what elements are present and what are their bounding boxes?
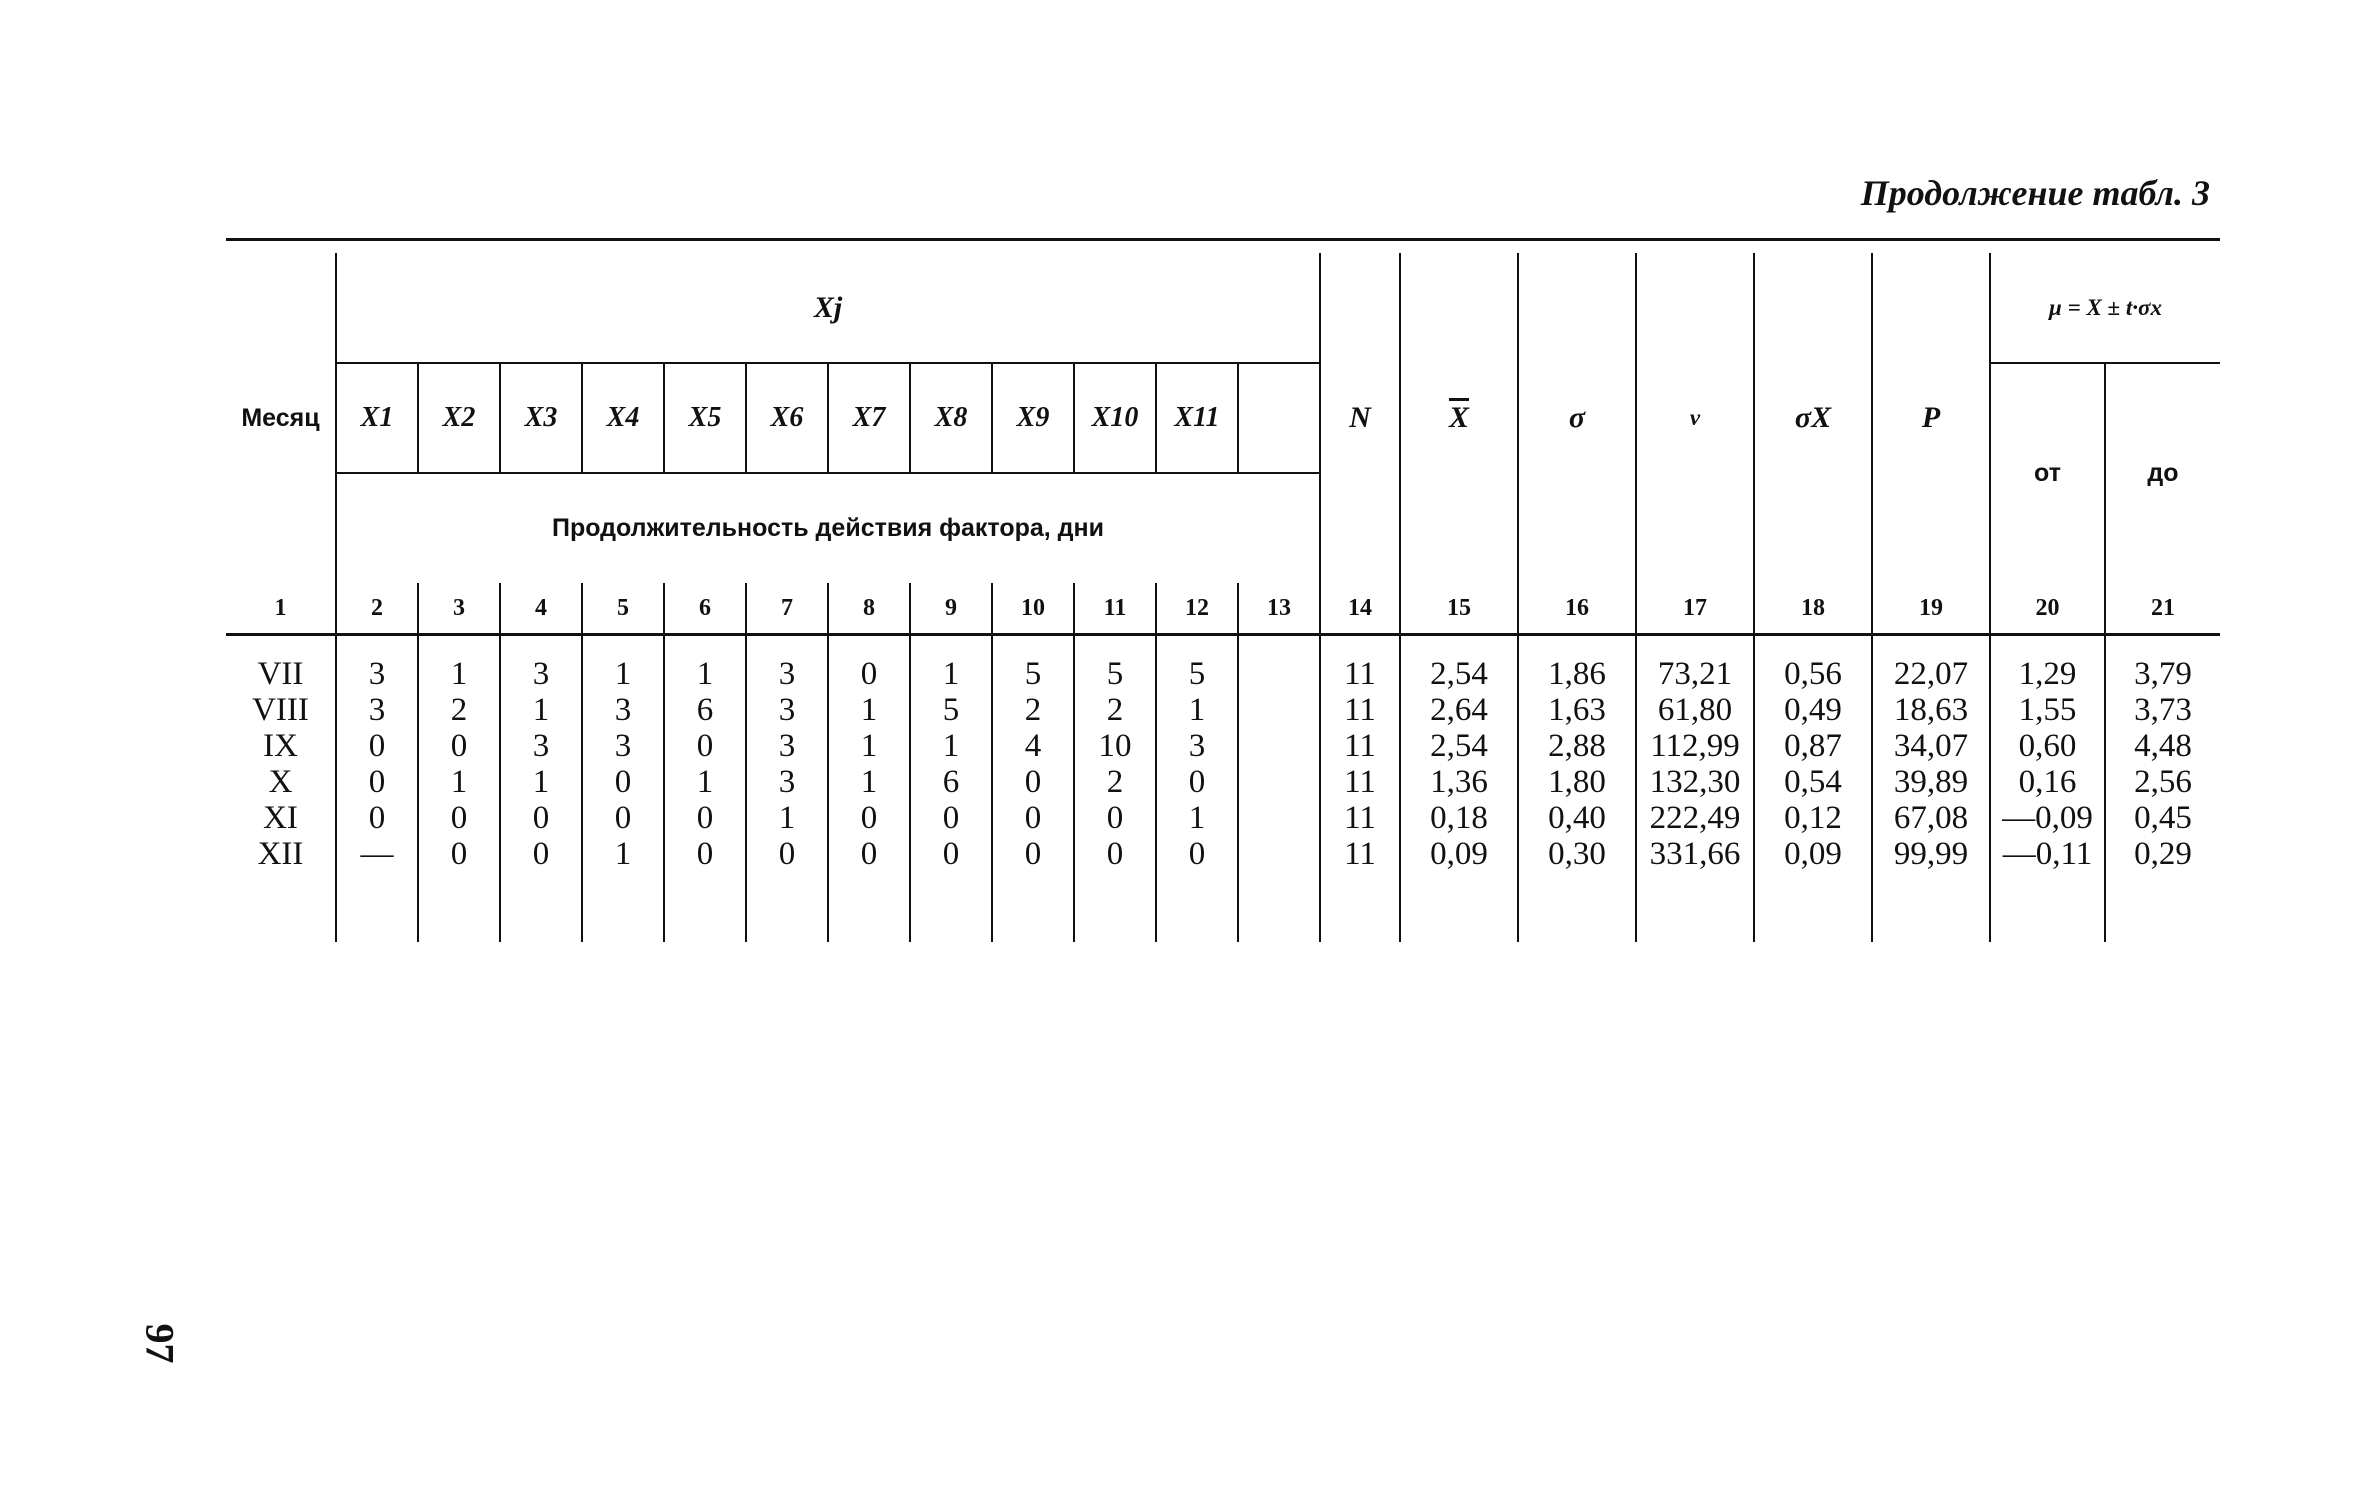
sigma-xbar-header: σX	[1754, 253, 1872, 583]
x-value-cell: 0	[336, 800, 418, 836]
n-cell: 11	[1320, 692, 1400, 728]
x-value-cell: 3	[500, 656, 582, 692]
x-value-cell: 2	[992, 692, 1074, 728]
mean-cell: 1,36	[1400, 764, 1518, 800]
sigma-mean-cell: 0,54	[1754, 764, 1872, 800]
empty-cell	[1238, 692, 1320, 728]
x-value-cell: —	[336, 836, 418, 872]
x-value-cell: 4	[992, 728, 1074, 764]
x-value-cell: 0	[418, 800, 500, 836]
v-cell: 222,49	[1636, 800, 1754, 836]
mu-from-header: от	[1990, 363, 2105, 583]
month-cell: X	[268, 764, 293, 800]
n-header: N	[1320, 253, 1400, 583]
x-value-cell: 6	[910, 764, 992, 800]
x-value-cell: 0	[1074, 836, 1156, 872]
xbar-header	[1400, 253, 1518, 583]
x-value-cell: 1	[828, 692, 910, 728]
x-value-cell: 0	[418, 836, 500, 872]
x-label-empty	[1238, 363, 1320, 473]
xj-label: Xj	[813, 290, 843, 324]
sigma-cell: 0,40	[1518, 800, 1636, 836]
empty-cell	[1238, 836, 1320, 872]
x-value-cell: 0	[582, 800, 664, 836]
column-number: 17	[1636, 583, 1754, 635]
x-value-cell: 0	[828, 656, 910, 692]
sigma-cell: 1,80	[1518, 764, 1636, 800]
empty-cell	[1238, 728, 1320, 764]
x-value-cell: 1	[418, 764, 500, 800]
x-value-cell: 1	[500, 764, 582, 800]
x-value-cell: 0	[500, 800, 582, 836]
x-label: X7	[828, 363, 910, 473]
month-cell: XII	[257, 836, 304, 872]
x-value-cell: 1	[910, 728, 992, 764]
n-cell: 11	[1320, 836, 1400, 872]
p-cell: 34,07	[1872, 728, 1990, 764]
p-cell: 99,99	[1872, 836, 1990, 872]
v-cell: 132,30	[1636, 764, 1754, 800]
x-value-cell: 3	[582, 692, 664, 728]
column-number: 5	[582, 583, 664, 635]
xj-header	[336, 253, 1320, 363]
x-value-cell: 0	[828, 800, 910, 836]
x-label: X4	[582, 363, 664, 473]
column-number: 10	[992, 583, 1074, 635]
sigma-cell: 1,63	[1518, 692, 1636, 728]
x-value-cell: 0	[746, 836, 828, 872]
empty-cell	[1238, 656, 1320, 692]
from-cell: —0,11	[1990, 836, 2105, 872]
p-cell: 22,07	[1872, 656, 1990, 692]
x-value-cell: 3	[336, 656, 418, 692]
x-value-cell: 1	[418, 656, 500, 692]
table-row	[226, 656, 2220, 692]
month-cell: IX	[263, 728, 298, 764]
x-value-cell: 2	[1074, 764, 1156, 800]
v-cell: 331,66	[1636, 836, 1754, 872]
sigma-cell: 0,30	[1518, 836, 1636, 872]
duration-label: Продолжительность действия фактора, дни	[336, 473, 1320, 583]
statistics-table	[226, 238, 2220, 942]
n-cell: 11	[1320, 800, 1400, 836]
x-value-cell: 0	[910, 800, 992, 836]
to-cell: 0,29	[2105, 836, 2220, 872]
column-number: 3	[418, 583, 500, 635]
month-cell: VIII	[252, 692, 309, 728]
x-value-cell: 0	[664, 836, 746, 872]
empty-cell	[1238, 800, 1320, 836]
top-rule	[226, 240, 2220, 254]
p-cell: 67,08	[1872, 800, 1990, 836]
header-row-1	[226, 253, 2220, 363]
column-number: 4	[500, 583, 582, 635]
column-number: 19	[1872, 583, 1990, 635]
x-value-cell: 3	[500, 728, 582, 764]
x-value-cell: 5	[910, 692, 992, 728]
x-value-cell: 5	[1074, 656, 1156, 692]
p-cell: 39,89	[1872, 764, 1990, 800]
x-value-cell: 0	[910, 836, 992, 872]
month-cell: XI	[263, 800, 298, 836]
x-label: X6	[746, 363, 828, 473]
mean-cell: 0,09	[1400, 836, 1518, 872]
x-value-cell: 1	[910, 656, 992, 692]
x-value-cell: 1	[746, 800, 828, 836]
to-cell: 3,73	[2105, 692, 2220, 728]
column-number: 15	[1400, 583, 1518, 635]
x-value-cell: 3	[582, 728, 664, 764]
x-label: X1	[336, 363, 418, 473]
n-cell: 11	[1320, 728, 1400, 764]
v-cell: 73,21	[1636, 656, 1754, 692]
empty-cell	[1238, 764, 1320, 800]
to-cell: 4,48	[2105, 728, 2220, 764]
x-value-cell: 0	[1074, 800, 1156, 836]
data-body	[226, 656, 2220, 872]
x-value-cell: 1	[828, 764, 910, 800]
table-row	[226, 692, 2220, 728]
column-number: 13	[1238, 583, 1320, 635]
table-row	[226, 764, 2220, 800]
column-number: 7	[746, 583, 828, 635]
x-value-cell: 1	[582, 836, 664, 872]
month-cell: VII	[257, 656, 304, 692]
sigma-mean-cell: 0,09	[1754, 836, 1872, 872]
x-value-cell: 0	[1156, 764, 1238, 800]
sigma-mean-cell: 0,12	[1754, 800, 1872, 836]
table-caption: Продолжение табл. 3	[1860, 173, 2210, 213]
v-cell: 112,99	[1636, 728, 1754, 764]
n-cell: 11	[1320, 656, 1400, 692]
column-number: 20	[1990, 583, 2105, 635]
x-value-cell: 2	[418, 692, 500, 728]
sigma-mean-cell: 0,56	[1754, 656, 1872, 692]
x-value-cell: 1	[582, 656, 664, 692]
x-label: X3	[500, 363, 582, 473]
x-value-cell: 1	[1156, 800, 1238, 836]
page-number: 97	[137, 1323, 183, 1364]
x-value-cell: 0	[992, 836, 1074, 872]
p-header: P	[1872, 253, 1990, 583]
mu-formula-header: μ = X ± t·σx	[1990, 253, 2220, 363]
column-number: 11	[1074, 583, 1156, 635]
x-value-cell: 0	[418, 728, 500, 764]
from-cell: 0,60	[1990, 728, 2105, 764]
column-number-row	[226, 583, 2220, 635]
v-header: v	[1636, 253, 1754, 583]
x-label: X5	[664, 363, 746, 473]
xbar-label: $\overline{X}$	[1448, 401, 1469, 434]
n-cell: 11	[1320, 764, 1400, 800]
tail-row	[226, 872, 2220, 942]
column-number: 9	[910, 583, 992, 635]
x-value-cell: 2	[1074, 692, 1156, 728]
x-value-cell: 0	[664, 728, 746, 764]
from-cell: —0,09	[1990, 800, 2105, 836]
column-number: 2	[336, 583, 418, 635]
month-header: Месяц	[241, 403, 320, 432]
x-value-cell: 3	[746, 764, 828, 800]
table-row	[226, 728, 2220, 764]
x-value-cell: 6	[664, 692, 746, 728]
x-value-cell: 0	[1156, 836, 1238, 872]
mean-cell: 2,64	[1400, 692, 1518, 728]
x-label: X11	[1156, 363, 1238, 473]
column-number: 21	[2105, 583, 2220, 635]
x-value-cell: 0	[992, 764, 1074, 800]
column-number: 1	[226, 583, 336, 635]
x-value-cell: 3	[746, 692, 828, 728]
x-value-cell: 1	[500, 692, 582, 728]
x-value-cell: 0	[336, 764, 418, 800]
x-label: X9	[992, 363, 1074, 473]
x-value-cell: 3	[746, 728, 828, 764]
column-number: 6	[664, 583, 746, 635]
x-value-cell: 0	[664, 800, 746, 836]
sigma-cell: 1,86	[1518, 656, 1636, 692]
column-number: 12	[1156, 583, 1238, 635]
column-number: 16	[1518, 583, 1636, 635]
x-label: X8	[910, 363, 992, 473]
from-cell: 1,55	[1990, 692, 2105, 728]
x-value-cell: 3	[336, 692, 418, 728]
x-value-cell: 1	[664, 656, 746, 692]
column-number: 14	[1320, 583, 1400, 635]
x-value-cell: 0	[336, 728, 418, 764]
x-value-cell: 1	[1156, 692, 1238, 728]
x-value-cell: 0	[500, 836, 582, 872]
x-value-cell: 0	[828, 836, 910, 872]
x-value-cell: 0	[582, 764, 664, 800]
x-label: X10	[1074, 363, 1156, 473]
to-cell: 3,79	[2105, 656, 2220, 692]
v-cell: 61,80	[1636, 692, 1754, 728]
from-cell: 1,29	[1990, 656, 2105, 692]
x-value-cell: 10	[1074, 728, 1156, 764]
table-row	[226, 836, 2220, 872]
column-number: 8	[828, 583, 910, 635]
column-number: 18	[1754, 583, 1872, 635]
x-value-cell: 5	[1156, 656, 1238, 692]
to-cell: 2,56	[2105, 764, 2220, 800]
sigma-mean-cell: 0,87	[1754, 728, 1872, 764]
table-row	[226, 800, 2220, 836]
sigma-header: σ	[1518, 253, 1636, 583]
mu-to-header: до	[2105, 363, 2220, 583]
to-cell: 0,45	[2105, 800, 2220, 836]
x-value-cell: 3	[746, 656, 828, 692]
x-value-cell: 3	[1156, 728, 1238, 764]
sigma-mean-cell: 0,49	[1754, 692, 1872, 728]
x-value-cell: 5	[992, 656, 1074, 692]
x-value-cell: 0	[992, 800, 1074, 836]
p-cell: 18,63	[1872, 692, 1990, 728]
x-value-cell: 1	[828, 728, 910, 764]
mean-cell: 0,18	[1400, 800, 1518, 836]
mean-cell: 2,54	[1400, 656, 1518, 692]
x-value-cell: 1	[664, 764, 746, 800]
spacer-row	[226, 635, 2220, 657]
mean-cell: 2,54	[1400, 728, 1518, 764]
from-cell: 0,16	[1990, 764, 2105, 800]
x-label: X2	[418, 363, 500, 473]
sigma-cell: 2,88	[1518, 728, 1636, 764]
